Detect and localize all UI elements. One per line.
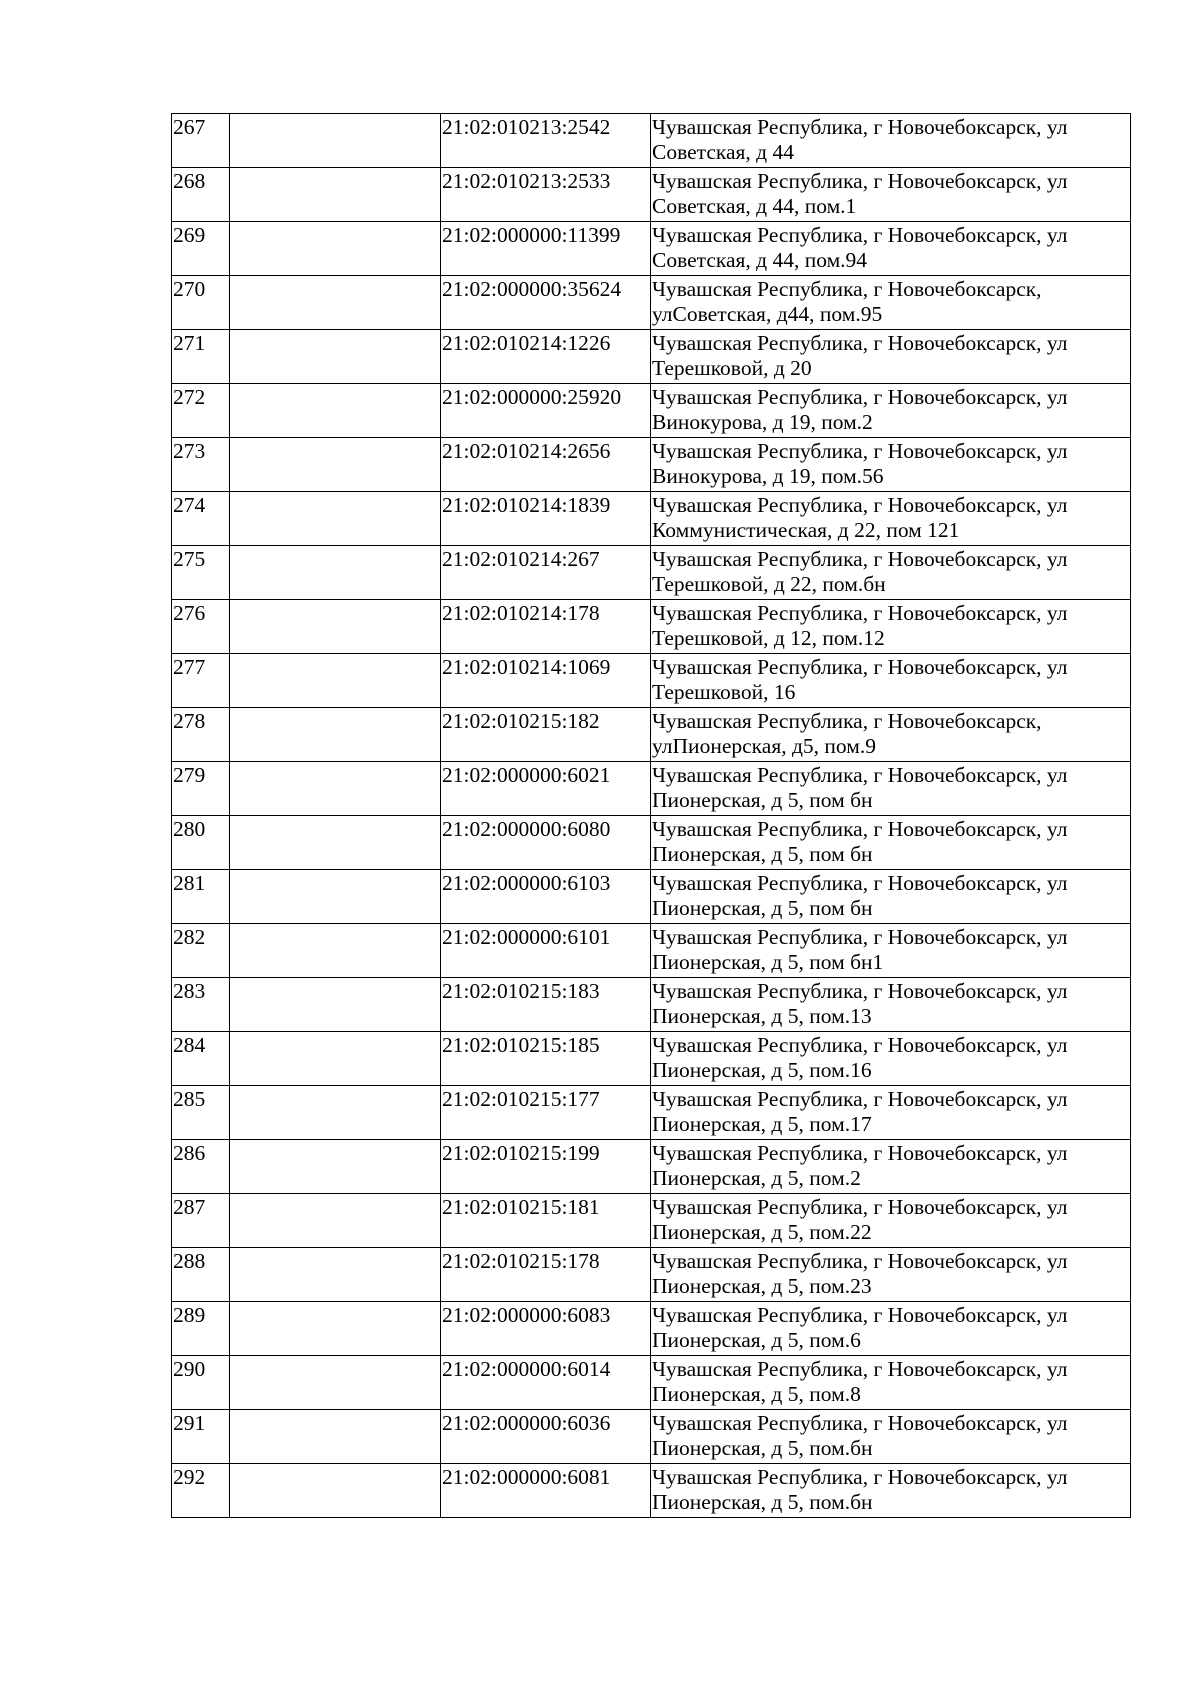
empty-cell (230, 870, 441, 924)
cadastral-number-cell: 21:02:010215:185 (441, 1032, 651, 1086)
cadastral-number-cell: 21:02:000000:25920 (441, 384, 651, 438)
address-cell (651, 1194, 1131, 1248)
row-number-cell: 283 (172, 978, 230, 1032)
table-row (172, 438, 1131, 492)
empty-cell (230, 600, 441, 654)
cadastral-number-cell: 21:02:010215:183 (441, 978, 651, 1032)
cadastral-number-cell: 21:02:010215:199 (441, 1140, 651, 1194)
row-number-cell: 285 (172, 1086, 230, 1140)
address-cell (651, 1410, 1131, 1464)
row-number-cell: 292 (172, 1464, 230, 1518)
table-row (172, 1410, 1131, 1464)
empty-cell (230, 276, 441, 330)
address-cell (651, 438, 1131, 492)
address-line-2: Коммунистическая, д 22, пом 121 (652, 518, 960, 542)
cadastral-number-cell: 21:02:010214:1069 (441, 654, 651, 708)
address-line-1: Чувашская Республика, г Новочебоксарск, ул (652, 115, 1068, 139)
address-line-1: Чувашская Республика, г Новочебоксарск, ул (652, 331, 1068, 355)
table-row (172, 114, 1131, 168)
address-line-1: Чувашская Республика, г Новочебоксарск, ул (652, 1411, 1068, 1435)
row-number-cell: 270 (172, 276, 230, 330)
address-line-1: Чувашская Республика, г Новочебоксарск, ул (652, 979, 1068, 1003)
cadastral-number-cell: 21:02:000000:6021 (441, 762, 651, 816)
row-number-cell: 268 (172, 168, 230, 222)
address-line-2: Пионерская, д 5, пом.13 (652, 1004, 872, 1028)
row-number-cell: 280 (172, 816, 230, 870)
address-line-2: Пионерская, д 5, пом бн (652, 788, 873, 812)
cadastral-number-cell: 21:02:010214:1839 (441, 492, 651, 546)
cadastral-number-cell: 21:02:010215:178 (441, 1248, 651, 1302)
address-line-1: Чувашская Республика, г Новочебоксарск, ул (652, 601, 1068, 625)
cadastral-number-cell: 21:02:010214:2656 (441, 438, 651, 492)
address-line-1: Чувашская Республика, г Новочебоксарск, ул (652, 817, 1068, 841)
row-number-cell: 278 (172, 708, 230, 762)
empty-cell (230, 1248, 441, 1302)
registry-table-body (172, 114, 1131, 1518)
address-line-1: Чувашская Республика, г Новочебоксарск, ул (652, 223, 1068, 247)
address-line-1: Чувашская Республика, г Новочебоксарск, ул (652, 1141, 1068, 1165)
table-row (172, 492, 1131, 546)
address-line-2: Пионерская, д 5, пом.бн (652, 1436, 873, 1460)
address-cell (651, 924, 1131, 978)
address-cell (651, 1464, 1131, 1518)
empty-cell (230, 492, 441, 546)
table-row (172, 924, 1131, 978)
address-line-1: Чувашская Республика, г Новочебоксарск, ул (652, 871, 1068, 895)
address-line-2: Терешковой, д 22, пом.бн (652, 572, 886, 596)
cadastral-number-cell: 21:02:000000:6080 (441, 816, 651, 870)
address-line-2: Пионерская, д 5, пом.6 (652, 1328, 861, 1352)
empty-cell (230, 978, 441, 1032)
address-line-1: Чувашская Республика, г Новочебоксарск, ул (652, 169, 1068, 193)
property-registry-table (171, 113, 1131, 1518)
address-line-1: Чувашская Республика, г Новочебоксарск, ул (652, 763, 1068, 787)
table-row (172, 1464, 1131, 1518)
cadastral-number-cell: 21:02:000000:35624 (441, 276, 651, 330)
address-line-2: Винокурова, д 19, пом.2 (652, 410, 873, 434)
address-cell (651, 870, 1131, 924)
address-cell (651, 1302, 1131, 1356)
row-number-cell: 282 (172, 924, 230, 978)
empty-cell (230, 1356, 441, 1410)
empty-cell (230, 384, 441, 438)
address-line-1: Чувашская Республика, г Новочебоксарск, ул (652, 655, 1068, 679)
address-line-1: Чувашская Республика, г Новочебоксарск, ул (652, 439, 1068, 463)
empty-cell (230, 654, 441, 708)
cadastral-number-cell: 21:02:000000:6101 (441, 924, 651, 978)
address-cell (651, 1086, 1131, 1140)
empty-cell (230, 816, 441, 870)
address-line-2: Пионерская, д 5, пом.2 (652, 1166, 861, 1190)
table-row (172, 762, 1131, 816)
row-number-cell: 279 (172, 762, 230, 816)
table-row (172, 816, 1131, 870)
address-cell (651, 816, 1131, 870)
cadastral-number-cell: 21:02:010215:182 (441, 708, 651, 762)
empty-cell (230, 1032, 441, 1086)
empty-cell (230, 762, 441, 816)
row-number-cell: 274 (172, 492, 230, 546)
table-row (172, 1194, 1131, 1248)
empty-cell (230, 1464, 441, 1518)
table-row (172, 384, 1131, 438)
table-row (172, 1302, 1131, 1356)
cadastral-number-cell: 21:02:010214:1226 (441, 330, 651, 384)
empty-cell (230, 1302, 441, 1356)
address-cell (651, 1032, 1131, 1086)
address-cell (651, 168, 1131, 222)
row-number-cell: 291 (172, 1410, 230, 1464)
address-line-1: Чувашская Республика, г Новочебоксарск, ул (652, 1087, 1068, 1111)
table-row (172, 1086, 1131, 1140)
cadastral-number-cell: 21:02:010214:178 (441, 600, 651, 654)
address-cell (651, 384, 1131, 438)
address-line-1: Чувашская Республика, г Новочебоксарск, ул (652, 1357, 1068, 1381)
address-line-2: улПионерская, д5, пом.9 (652, 734, 876, 758)
cadastral-number-cell: 21:02:010215:177 (441, 1086, 651, 1140)
table-row (172, 330, 1131, 384)
address-line-1: Чувашская Республика, г Новочебоксарск, ул (652, 1465, 1068, 1489)
table-row (172, 1140, 1131, 1194)
empty-cell (230, 114, 441, 168)
empty-cell (230, 1140, 441, 1194)
address-line-2: Пионерская, д 5, пом.17 (652, 1112, 872, 1136)
address-line-1: Чувашская Республика, г Новочебоксарск, (652, 709, 1042, 733)
address-line-1: Чувашская Республика, г Новочебоксарск, ул (652, 925, 1068, 949)
table-row (172, 1356, 1131, 1410)
address-cell (651, 1248, 1131, 1302)
cadastral-number-cell: 21:02:010213:2533 (441, 168, 651, 222)
address-line-2: Терешковой, 16 (652, 680, 796, 704)
address-line-2: Пионерская, д 5, пом.16 (652, 1058, 872, 1082)
row-number-cell: 290 (172, 1356, 230, 1410)
cadastral-number-cell: 21:02:000000:6081 (441, 1464, 651, 1518)
address-line-1: Чувашская Республика, г Новочебоксарск, ул (652, 1195, 1068, 1219)
empty-cell (230, 222, 441, 276)
row-number-cell: 284 (172, 1032, 230, 1086)
address-line-2: Пионерская, д 5, пом бн1 (652, 950, 884, 974)
address-line-1: Чувашская Республика, г Новочебоксарск, ул (652, 1303, 1068, 1327)
empty-cell (230, 1194, 441, 1248)
address-line-2: Пионерская, д 5, пом.23 (652, 1274, 872, 1298)
empty-cell (230, 708, 441, 762)
table-row (172, 870, 1131, 924)
cadastral-number-cell: 21:02:000000:6083 (441, 1302, 651, 1356)
table-row (172, 1248, 1131, 1302)
address-line-2: Терешковой, д 20 (652, 356, 812, 380)
address-line-1: Чувашская Республика, г Новочебоксарск, ул (652, 385, 1068, 409)
table-row (172, 708, 1131, 762)
table-row (172, 222, 1131, 276)
table-row (172, 168, 1131, 222)
row-number-cell: 267 (172, 114, 230, 168)
row-number-cell: 281 (172, 870, 230, 924)
address-line-2: Винокурова, д 19, пом.56 (652, 464, 884, 488)
address-line-1: Чувашская Республика, г Новочебоксарск, ул (652, 493, 1068, 517)
address-cell (651, 654, 1131, 708)
address-line-2: Терешковой, д 12, пом.12 (652, 626, 885, 650)
address-cell (651, 222, 1131, 276)
address-cell (651, 492, 1131, 546)
row-number-cell: 288 (172, 1248, 230, 1302)
cadastral-number-cell: 21:02:010213:2542 (441, 114, 651, 168)
address-cell (651, 114, 1131, 168)
address-line-1: Чувашская Республика, г Новочебоксарск, (652, 277, 1042, 301)
row-number-cell: 273 (172, 438, 230, 492)
address-line-2: Пионерская, д 5, пом.8 (652, 1382, 861, 1406)
empty-cell (230, 330, 441, 384)
cadastral-number-cell: 21:02:000000:6036 (441, 1410, 651, 1464)
row-number-cell: 287 (172, 1194, 230, 1248)
row-number-cell: 271 (172, 330, 230, 384)
address-cell (651, 1140, 1131, 1194)
address-cell (651, 708, 1131, 762)
empty-cell (230, 546, 441, 600)
row-number-cell: 275 (172, 546, 230, 600)
empty-cell (230, 1410, 441, 1464)
empty-cell (230, 168, 441, 222)
table-row (172, 654, 1131, 708)
address-cell (651, 330, 1131, 384)
address-line-2: улСоветская, д44, пом.95 (652, 302, 883, 326)
address-line-1: Чувашская Республика, г Новочебоксарск, ул (652, 547, 1068, 571)
cadastral-number-cell: 21:02:010214:267 (441, 546, 651, 600)
table-row (172, 600, 1131, 654)
address-cell (651, 600, 1131, 654)
empty-cell (230, 924, 441, 978)
address-cell (651, 762, 1131, 816)
cadastral-number-cell: 21:02:000000:11399 (441, 222, 651, 276)
address-line-2: Пионерская, д 5, пом.22 (652, 1220, 872, 1244)
row-number-cell: 277 (172, 654, 230, 708)
row-number-cell: 286 (172, 1140, 230, 1194)
address-line-2: Пионерская, д 5, пом бн (652, 896, 873, 920)
row-number-cell: 269 (172, 222, 230, 276)
address-cell (651, 978, 1131, 1032)
address-cell (651, 546, 1131, 600)
address-line-1: Чувашская Республика, г Новочебоксарск, ул (652, 1033, 1068, 1057)
row-number-cell: 272 (172, 384, 230, 438)
address-cell (651, 276, 1131, 330)
empty-cell (230, 438, 441, 492)
address-line-2: Пионерская, д 5, пом бн (652, 842, 873, 866)
cadastral-number-cell: 21:02:010215:181 (441, 1194, 651, 1248)
address-line-2: Советская, д 44, пом.94 (652, 248, 868, 272)
table-row (172, 1032, 1131, 1086)
address-line-2: Пионерская, д 5, пом.бн (652, 1490, 873, 1514)
address-line-1: Чувашская Республика, г Новочебоксарск, ул (652, 1249, 1068, 1273)
address-line-2: Советская, д 44 (652, 140, 794, 164)
address-line-2: Советская, д 44, пом.1 (652, 194, 857, 218)
cadastral-number-cell: 21:02:000000:6103 (441, 870, 651, 924)
empty-cell (230, 1086, 441, 1140)
address-cell (651, 1356, 1131, 1410)
table-row (172, 546, 1131, 600)
row-number-cell: 289 (172, 1302, 230, 1356)
table-row (172, 276, 1131, 330)
cadastral-number-cell: 21:02:000000:6014 (441, 1356, 651, 1410)
row-number-cell: 276 (172, 600, 230, 654)
table-row (172, 978, 1131, 1032)
